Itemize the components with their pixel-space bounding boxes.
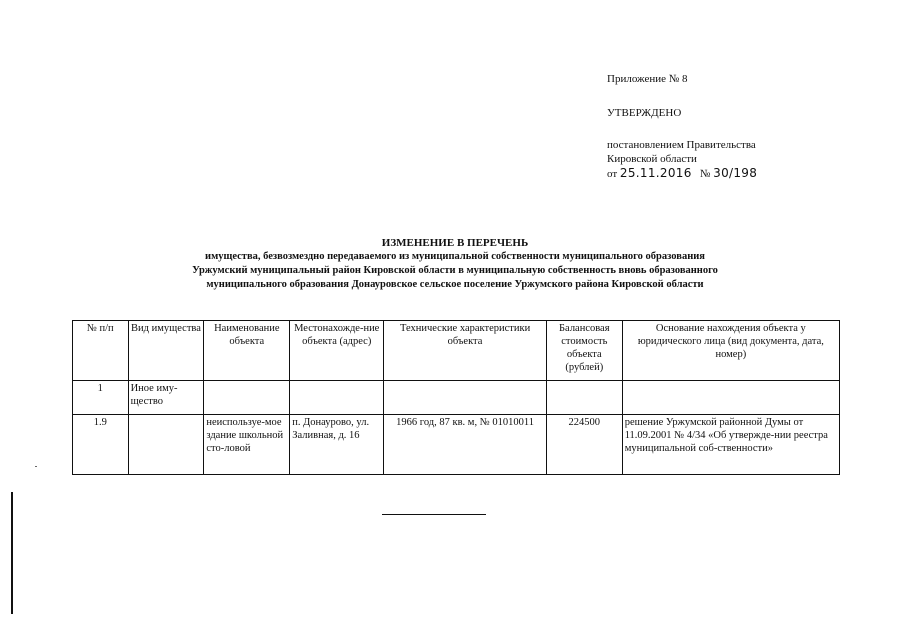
property-table <box>72 320 840 475</box>
date-prefix: от <box>607 168 618 180</box>
header-basis: Основание нахождения объекта у юридического лица (вид документа, дата, номер) <box>622 321 839 381</box>
number-prefix: № <box>699 168 711 180</box>
cell-kind: Иное иму-ществo <box>128 381 204 415</box>
cell-balance <box>546 381 622 415</box>
handwritten-date: 25.11.2016 <box>619 166 692 180</box>
header-balance: Балансовая стоимость объекта (рублей) <box>546 321 622 381</box>
cell-technical: 1966 год, 87 кв. м, № 01010011 <box>384 415 547 475</box>
heading-line-2: Уржумский муниципальный район Кировской области в муниципальную собственность вновь образованного <box>192 265 718 276</box>
footer-divider <box>382 514 486 515</box>
cell-basis <box>622 381 839 415</box>
decree-line-2: Кировской области <box>607 153 697 165</box>
cell-number: 1 <box>73 381 129 415</box>
cell-name <box>204 381 290 415</box>
approved-label: УТВЕРЖДЕНО <box>607 107 682 119</box>
cell-technical <box>384 381 547 415</box>
header-name: Наименование объекта <box>204 321 290 381</box>
header-number: № п/п <box>73 321 129 381</box>
heading-line-3: муниципального образования Донауровское сельское поселение Уржумского района Кировской области <box>206 279 704 290</box>
scan-speck <box>35 466 37 467</box>
handwritten-number: 30/198 <box>713 166 758 180</box>
decree-line-1: постановлением Правительства <box>607 139 756 151</box>
cell-kind <box>128 415 204 475</box>
cell-balance: 224500 <box>546 415 622 475</box>
cell-basis: решение Уржумской районной Думы от 11.09.2001 № 4/34 «Об утвержде-нии реестра муниципальной соб-ственности» <box>622 415 839 475</box>
heading-line-1: имущества, безвозмездно передаваемого из муниципальной собственности муниципального образования <box>205 251 705 262</box>
scan-margin-line <box>11 492 13 614</box>
decree-date-line <box>607 166 867 181</box>
header-technical: Технические характеристики объекта <box>384 321 547 381</box>
header-kind: Вид имущества <box>128 321 204 381</box>
cell-location: п. Донаурово, ул. Заливная, д. 16 <box>290 415 384 475</box>
document-heading <box>120 236 790 292</box>
cell-number: 1.9 <box>73 415 129 475</box>
header-location: Местонахожде-ние объекта (адрес) <box>290 321 384 381</box>
approval-block <box>607 72 867 181</box>
appendix-label: Приложение № 8 <box>607 73 688 85</box>
table-row <box>73 415 840 475</box>
cell-location <box>290 381 384 415</box>
cell-name: неиспользуе-мое здание школьной сто-ловой <box>204 415 290 475</box>
document-title: ИЗМЕНЕНИЕ В ПЕРЕЧЕНЬ <box>381 237 529 249</box>
table-row <box>73 381 840 415</box>
table-header-row <box>73 321 840 381</box>
